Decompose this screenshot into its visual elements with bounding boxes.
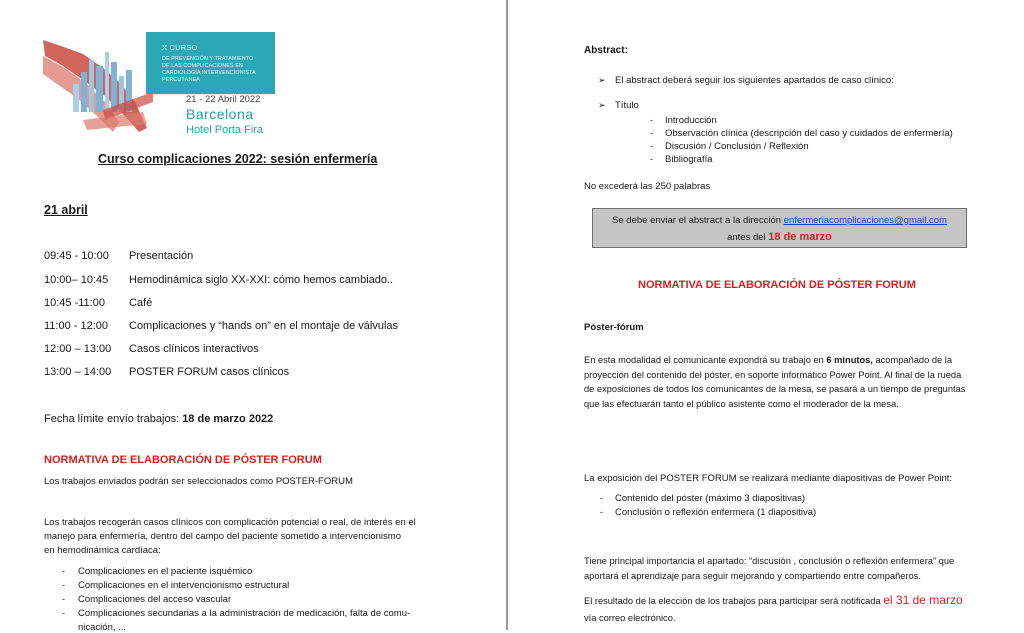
- notice-text: Se debe enviar el abstract a la dirección: [612, 215, 784, 226]
- dash-bullet: -: [650, 128, 653, 138]
- schedule-activity: Café: [129, 297, 153, 309]
- schedule-activity: Casos clínicos interactivos: [129, 343, 259, 355]
- email-link[interactable]: enfermeriacomplicaciones@gmail.com: [783, 215, 947, 226]
- banner-venue: Hotel Porta Fira: [186, 124, 264, 136]
- submission-notice-box: [592, 208, 967, 248]
- abstract-heading: Abstract:: [584, 45, 628, 56]
- banner-city: Barcelona: [186, 106, 254, 122]
- topic-item: Complicaciones del acceso vascular: [78, 594, 232, 605]
- dash-bullet: -: [600, 493, 603, 503]
- document-title: Curso complicaciones 2022: sesión enfermería: [98, 152, 378, 166]
- schedule-activity: Hemodinámica siglo XX-XXI: cómo hemos cambiado..: [129, 274, 394, 286]
- modality-text: En esta modalidad el comunicante expondrá su trabajo en: [584, 355, 827, 365]
- banner-subtitle-line: CARDIOLOGÍA INTERVENCIONISTA: [162, 70, 256, 76]
- schedule-time: 09:45 - 10:00: [44, 250, 109, 262]
- day-heading: 21 abril: [44, 203, 88, 217]
- dash-bullet: -: [62, 580, 65, 590]
- banner-skyline-art: [43, 32, 153, 138]
- notice-line-2: [593, 231, 966, 243]
- schedule-time: 10:45 -11:00: [44, 297, 105, 309]
- abstract-section-item: Introducción: [665, 115, 717, 126]
- modality-paragraph: [584, 353, 972, 411]
- right-page: [509, 0, 1024, 630]
- dash-bullet: -: [650, 154, 653, 164]
- schedule-time: 13:00 – 14:00: [44, 366, 112, 378]
- result-paragraph: [584, 592, 976, 627]
- schedule-activity: Complicaciones y “hands on” en el montaje de válvulas: [129, 320, 399, 332]
- deadline-label: Fecha límite envío trabajos:: [44, 413, 183, 425]
- topic-item: Complicaciones en el paciente isquémico: [78, 566, 253, 577]
- dash-bullet: -: [650, 115, 653, 125]
- notice-line-1: [593, 215, 966, 226]
- abstract-section-item: Discusión / Conclusión / Reflexión: [665, 141, 809, 152]
- modality-minutes: 6 minutos,: [826, 355, 873, 365]
- banner-kicker: X CURSO: [162, 43, 198, 52]
- deadline-line: [44, 413, 273, 425]
- abstract-intro: El abstract deberá seguir los siguientes apartados de caso clínico:: [615, 75, 894, 86]
- topic-item: Complicaciones en el intervencionismo estructural: [78, 580, 290, 591]
- page-divider: [506, 0, 508, 630]
- dash-bullet: -: [62, 566, 65, 576]
- banner-info-box: [146, 32, 275, 138]
- notice-date: 18 de marzo: [768, 231, 832, 243]
- section-heading: NORMATIVA DE ELABORACIÓN DE PÓSTER FORUM: [638, 279, 916, 291]
- banner-teal-panel: [146, 32, 275, 94]
- schedule-time: 12:00 – 13:00: [44, 343, 112, 355]
- scope-line: manejo para enfermería, dentro del campo del paciente sometido a intervencionismo: [44, 531, 401, 542]
- topic-item: Complicaciones secundarias a la administración de medicación, falta de comu-: [78, 608, 411, 619]
- banner-dates: 21 - 22 Abril 2022: [186, 94, 261, 105]
- dash-bullet: -: [650, 141, 653, 151]
- abstract-section-item: Observación clínica (descripción del caso y cuidados de enfermería): [665, 128, 953, 139]
- arrow-bullet-icon: ➢: [598, 100, 606, 110]
- modality-text-cont: acompañado de la proyección del contenido del póster, en soporte informático Power Point. Al final de la rueda de exposiciones de todos los comunicantes de la mesa, se pasará a un tiempo de preguntas que las efectuarán tanto el público asistente como el moderador de la mesa.: [584, 355, 966, 409]
- importance-paragraph: Tiene principal importancia el apartado: “discusión , conclusión o reflexión enfermera” que aportará el aprendizaje para seguir mejorando y compartiendo entre compañeros.: [584, 556, 955, 581]
- scope-line: Los trabajos recogerán casos clínicos con complicación potencial o real, de interés en el: [44, 517, 416, 528]
- schedule-activity: Presentación: [129, 250, 194, 262]
- banner-subtitle-line: DE LAS COMPLICACIONES EN: [162, 63, 243, 69]
- schedule-time: 11:00 - 12:00: [44, 320, 109, 332]
- result-date: el 31 de marzo: [883, 593, 963, 607]
- selection-note: Los trabajos enviados podrán ser seleccionados como POSTER-FORUM: [44, 476, 353, 487]
- left-page: [0, 0, 506, 633]
- topic-item-continuation: nicación, ...: [78, 622, 127, 633]
- arrow-bullet-icon: ➢: [598, 75, 606, 85]
- schedule-time: 10:00– 10:45: [44, 274, 109, 286]
- deadline-value: 18 de marzo 2022: [182, 413, 274, 425]
- result-text-cont: vía correo electrónico.: [584, 613, 676, 623]
- course-banner: [43, 32, 275, 138]
- slide-item: Conclusión o reflexión enfermera (1 diapositiva): [615, 507, 817, 518]
- abstract-section-item: Bibliografía: [665, 154, 713, 165]
- slides-intro: La exposición del POSTER FORUM se realizará mediante diapositivas de Power Point:: [584, 473, 953, 484]
- slide-item: Contenido del póster (máximo 3 diapositivas): [615, 493, 806, 504]
- scope-line: en hemodinámica cardíaca:: [44, 545, 161, 556]
- word-limit: No excederá las 250 palabras: [584, 181, 711, 192]
- dash-bullet: -: [62, 594, 65, 604]
- schedule-activity: POSTER FORUM casos clínicos: [129, 366, 290, 378]
- banner-subtitle-line: PERCUTÁNEA: [162, 77, 200, 83]
- result-text: El resultado de la elección de los trabajos para participar será notificada: [584, 596, 884, 606]
- poster-heading: Póster-fórum: [584, 322, 644, 333]
- title-item: Título: [615, 100, 639, 111]
- section-heading: NORMATIVA DE ELABORACIÓN DE PÓSTER FORUM: [44, 454, 322, 466]
- dash-bullet: -: [600, 507, 603, 517]
- notice-before: antes del: [727, 232, 769, 243]
- dash-bullet: -: [62, 608, 65, 618]
- banner-subtitle-line: DE PREVENCIÓN Y TRATAMIENTO: [162, 56, 254, 62]
